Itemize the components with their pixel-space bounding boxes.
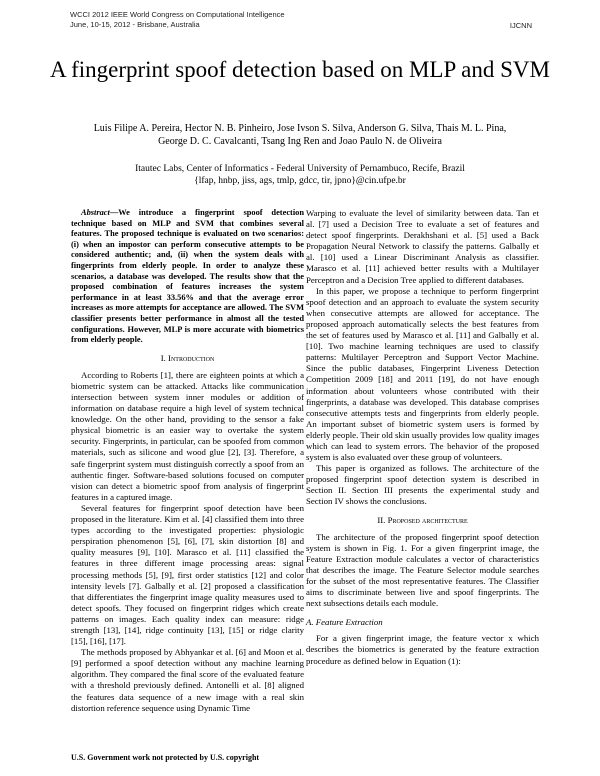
track-label: IJCNN (509, 21, 532, 30)
abstract (71, 208, 304, 346)
section-title-architecture: II. Proposed architecture (377, 514, 468, 525)
intro-paragraph-6: This paper is organized as follows. The architecture of the proposed fingerprint spoof detection system is described in Section II. Section III presents the experimental study and Section IV shows the conclusions. (306, 463, 539, 507)
intro-paragraph-5: In this paper, we propose a technique to perform fingerprint spoof detection and an approach to evaluate the system security when consecutive attempts are allowed for acceptance. The proposed approach automatically selects the best features from the set of features used by Marasco et al. [11] and Galbally et al. [10]. Two machine learning techniques are used to classify patterns: Multilayer Perceptron and Support Vector Machine. Since the public databases, Fingerprint Liveness Detection Competition 2009 [18] and 2011 [19], do not have enough information about volunteers whose contributed with their fingerprints, a database was developed. This database comprises consecutive attempts tests and fingerprints from elderly people. An important subset of biometric system users is formed by elderly people. Their old skin usually provides low quality images which can lead to system errors. The behavior of the proposed system is also evaluated over these group of volunteers. (306, 285, 539, 463)
copyright-footer: U.S. Government work not protected by U.S. copyright (71, 753, 260, 762)
authors-line-2: George D. C. Cavalcanti, Tsang Ing Ren and Joao Paulo N. de Oliveira (158, 136, 442, 147)
section-title-introduction: I. Introduction (160, 352, 215, 363)
right-column (306, 208, 539, 667)
authors-line-1: Luis Filipe A. Pereira, Hector N. B. Pinheiro, Jose Ivson S. Silva, Anderson G. Silva, Thais M. L. Pina, (93, 123, 507, 134)
intro-paragraph-1: According to Roberts [1], there are eighteen points at which a biometric system can be attacked. Attacks like communication intersection between system inner modules or addition of information on database require a high level of system technical knowledge. On the other hand, providing to the sensor a fake physical biometric is an easier way to overtake the system security. Fingerprints, in particular, can be spoofed from common materials, such as silicone and wood glue [2], [3]. Therefore, a safe fingerprint system must distinguish correctly a spoof from an authentic finger. Software-based solutions focused on computer vision can detect a biometric spoof from analysis of fingerprint features in a captured image. (71, 369, 304, 502)
affiliation: Itautec Labs, Center of Informatics - Federal University of Pernambuco, Recife, Brazil (135, 164, 465, 174)
running-header (70, 10, 285, 30)
emails: {lfap, hnbp, jiss, ags, tmlp, gdcc, tir, jpno}@cin.ufpe.br (194, 176, 406, 186)
left-column (71, 208, 304, 714)
intro-paragraph-3: The methods proposed by Abhyankar et al. [6] and Moon et al. [9] performed a spoof detection without any machine learning algorithm. They compared the final score of the evaluated feature with a threshold previously defined. Antonelli et al. [8] aligned the features data sequence of a new image with a real skin distortion reference sequence using Dynamic Time (71, 647, 304, 713)
feature-extraction-paragraph-1: For a given fingerprint image, the feature vector x which describes the biometrics is generated by the feature extraction procedure as defined below in Equation (1): (306, 633, 539, 666)
author-list (40, 122, 560, 148)
paper-title: A fingerprint spoof detection based on MLP and SVM (50, 57, 550, 82)
intro-paragraph-4: Warping to evaluate the level of similarity between data. Tan et al. [7] used a Decision Tree to evaluate a set of features and detect spoof fingerprints. Derakhshani et al. [5] used a Back Propagation Neural Network to classify the patterns. Galbally et al. [10] used a Linear Discriminant Analysis as classifier. Marasco et al. [11] achieved better results with a Multilayer Perceptron and a Decision Tree applied to different databases. (306, 208, 539, 285)
affiliation-block (40, 163, 560, 187)
abstract-label: Abstract (81, 208, 110, 217)
intro-paragraph-2: Several features for fingerprint spoof detection have been proposed in the literature. Kim et al. [4] classified them into three types according to the investigated properties: physiologic perspiration phenomenon [5], [6], [7], skin distortion [8] and quality measures [9], [10]. Marasco et al. [11] classified the features in three different image processing areas: signal processing methods [5], [9], first order statistics [12] and color intensity levels [7]. Galbally et al. [2] proposed a classification that differentiates the fingerprint image quality measures used to detect spoofs. They focused on fingerprint ridges which create patterns on images. Each quality index can measure: ridge strength [13], [14], ridge continuity [13], [15] or ridge clarity [15], [16], [17]. (71, 502, 304, 647)
architecture-paragraph-1: The architecture of the proposed fingerprint spoof detection system is shown in Fig. 1. For a given fingerprint image, the Feature Extraction module calculates a vector of characteristics that describes the image. The Feature Selector module searches for the subset of the most representative features. The Classifier aims to discriminate between live and spoof fingerprints. The next subsections details each module. (306, 531, 539, 609)
abstract-text: —We introduce a fingerprint spoof detection technique based on MLP and SVM that combines several features. The proposed technique is evaluated on two scenarios: (i) when an impostor can perform consecutive attempts to be considered authentic; and, (ii) when the system deals with fingerprints from elderly people. In order to analyze these scenarios, a database was developed. The results show that the proposed combination of features increases the system performance in at least 33.56% and that the average error increases as more attempts for acceptance are allowed. The SVM classifier presents better performance in almost all the tested configurations. However, MLP is more accurate with biometrics from elderly people. (71, 208, 304, 345)
subsection-title-feature-extraction: A. Feature Extraction (306, 617, 383, 628)
conference-name: WCCI 2012 IEEE World Congress on Computational Intelligence (70, 10, 285, 19)
conference-dates: June, 10-15, 2012 - Brisbane, Australia (70, 20, 200, 29)
